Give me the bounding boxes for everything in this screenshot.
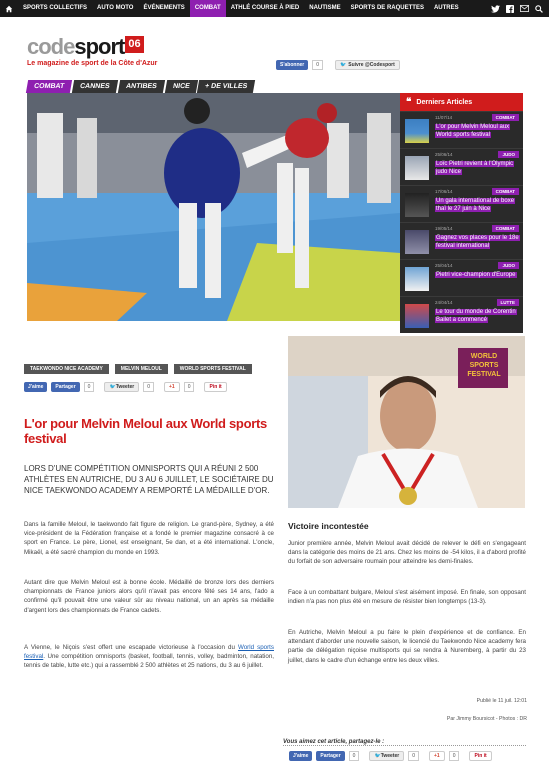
article-category: JUDO [498, 151, 519, 158]
facebook-subscribe-button[interactable] [276, 60, 308, 70]
facebook-follow [276, 60, 323, 70]
article-paragraph-1: Dans la famille Meloul, le taekwondo fait figure de religion. Le grand-père, Sydney, a été vice-président de la Fédération française et a fondé le premier magazine consacré à ce sport en France. Le père, Lionel, est enseignant, 5e dan, et a été international. L'oncle, Mikaël, a été sacré champion du monde en 1993. [24, 521, 274, 556]
sidebar-title: Derniers Articles [416, 98, 473, 106]
subnav-cannes[interactable]: CANNES [72, 80, 118, 93]
facebook-share-button[interactable] [51, 382, 79, 392]
pin-label: Pin it [209, 384, 222, 390]
pin-label: Pin it [474, 753, 487, 759]
article-lead: LORS D'UNE COMPÉTITION OMNISPORTS QUI A RÉUNI 2 500 ATHLÈTES EN AUTRICHE, DU 3 AU 6 JUILLET, LE SOCIÉTAIRE DU NICE TAEKWONDO ACADEMY A REMPORTÉ LA MÉDAILLE D'OR. [24, 464, 274, 495]
paragraph-text: A Vienne, le Niçois s'est offert une escapade victorieuse à l'occasion du [24, 644, 238, 651]
tag-taekwondo-nice-academy[interactable]: TAEKWONDO NICE ACADEMY [24, 364, 109, 374]
nav-athle[interactable]: ATHLÉ COURSE À PIED [230, 5, 300, 11]
facebook-icon[interactable] [506, 5, 514, 13]
article-thumbnail [405, 267, 429, 291]
facebook-subscribe-label: S'abonner [280, 62, 305, 68]
nav-sports-raquettes[interactable]: SPORTS DE RAQUETTES [350, 5, 424, 11]
gplus-button[interactable] [164, 382, 180, 392]
article-thumbnail [405, 156, 429, 180]
facebook-count: 0 [349, 751, 360, 761]
like-label: J'aime [28, 384, 44, 390]
sidebar-article[interactable] [400, 222, 523, 259]
article-paragraph-3 [24, 643, 274, 671]
tweet-count: 0 [408, 751, 419, 761]
home-icon[interactable] [0, 0, 18, 17]
article-paragraph-r3: En Autriche, Melvin Meloul a pu faire le plein d'expérience et de confiance. En attendant d'aborder une nouvelle saison, le licencié du Taekwondo Nice academy fera partie de délégation niçoise multisports qui se rendra à Nuremberg, à partir du 23 juillet, dans le cadre d'un échange entre les deux villes. [288, 629, 526, 664]
article-date: 24/04/14 [435, 300, 453, 305]
tag-melvin-meloul[interactable]: MELVIN MELOUL [115, 364, 168, 374]
facebook-subscribe-count: 0 [312, 60, 323, 70]
pinterest-button[interactable] [204, 382, 226, 392]
article-date: 25/04/14 [435, 263, 453, 268]
latest-articles-sidebar [400, 93, 523, 333]
article-title: Pietri vice-champion d'Europe [436, 272, 516, 278]
nav-sports-collectifs[interactable]: SPORTS COLLECTIFS [23, 5, 88, 11]
sidebar-article[interactable] [400, 259, 523, 296]
tweet-button[interactable] [104, 382, 139, 392]
article-title: L'or pour Melvin Meloul aux World sports festival [436, 124, 510, 138]
twitter-bird-icon: 🐦 [374, 753, 381, 759]
sidebar-article[interactable] [400, 296, 523, 333]
gplus-label: +1 [169, 384, 175, 390]
article-title: Un gala international de boxe thaï le 27 juin à Nice [436, 198, 515, 212]
article-paragraph-r2: Face à un combattant bulgare, Meloul s'est aisément imposé. En finale, son opposant indien n'a pas non plus été en mesure de résister bien longtemps (13-3). [288, 589, 526, 606]
sidebar-header [400, 93, 523, 111]
tweet-label: Tweeter [380, 753, 400, 759]
top-navigation [0, 0, 549, 17]
twitter-bird-icon: 🐦 [340, 62, 347, 68]
facebook-share-button[interactable] [316, 751, 344, 761]
section-navigation [27, 80, 256, 93]
twitter-follow-label: Suivre @Codesport [348, 62, 395, 68]
sidebar-article[interactable] [400, 185, 523, 222]
sidebar-article[interactable] [400, 111, 523, 148]
photo-banner-text: WORLD SPORTS FESTIVAL [467, 353, 501, 378]
article-title: Gagnez vos places pour le 18e festival international [436, 235, 519, 249]
twitter-icon[interactable] [491, 5, 500, 13]
subnav-nice[interactable]: NICE [164, 80, 197, 93]
tag-world-sports-festival[interactable]: WORLD SPORTS FESTIVAL [174, 364, 252, 374]
facebook-like-button[interactable] [24, 382, 47, 392]
article-title: Loïc Pietri revient à l'Olympic judo Nice [436, 161, 514, 175]
article-thumbnail [405, 304, 429, 328]
published-date: Publié le 11 juil. 12:01 [476, 698, 527, 704]
article-tags [24, 364, 252, 374]
mail-icon[interactable] [520, 5, 529, 12]
section-subtitle: Victoire incontestée [288, 521, 369, 531]
gplus-count: 0 [184, 382, 195, 392]
article-date: 17/06/14 [435, 189, 453, 194]
subnav-antibes[interactable]: ANTIBES [118, 80, 165, 93]
article-paragraph-2: Autant dire que Melvin Meloul est à bonne école. Médaillé de bronze lors des derniers championnats de France juniors alors qu'il n'avait pas encore fêté ses 14 ans, l'ado a confirmé qu'il pouvait être une valeur sûr au niveau national, un an après sa médaille d'argent lors des championnats de France cadets. [24, 579, 274, 614]
world-sports-festival-link[interactable]: World sports festival [24, 644, 274, 661]
search-icon[interactable] [535, 5, 543, 13]
tweet-count: 0 [143, 382, 154, 392]
logo-code: code [27, 34, 75, 59]
article-title: Le tour du monde de Corentin Bailet a commencé [436, 309, 516, 323]
share-label: Partager [55, 384, 76, 390]
logo-number: 06 [125, 36, 143, 53]
nav-autres[interactable]: AUTRES [433, 5, 459, 11]
twitter-follow [335, 60, 400, 70]
facebook-like-button[interactable] [289, 751, 312, 761]
gplus-button[interactable] [429, 751, 445, 761]
article-date: 19/05/14 [435, 226, 453, 231]
article-category: JUDO [498, 262, 519, 269]
gplus-label: +1 [434, 753, 440, 759]
tweet-label: Tweeter [115, 384, 135, 390]
article-category: LUTTE [497, 299, 520, 306]
twitter-bird-icon: 🐦 [109, 384, 116, 390]
share-label: Partager [320, 753, 341, 759]
article-category: COMBAT [492, 188, 519, 195]
nav-auto-moto[interactable]: AUTO MOTO [97, 5, 134, 11]
article-title: L'or pour Melvin Meloul aux World sports festival [24, 416, 267, 446]
hero-photo[interactable] [27, 93, 400, 321]
like-label: J'aime [293, 753, 309, 759]
article-photo[interactable] [288, 336, 525, 508]
nav-evenements[interactable]: ÉVÉNEMENTS [143, 5, 185, 11]
article-thumbnail [405, 119, 429, 143]
sidebar-article[interactable] [400, 148, 523, 185]
tweet-button[interactable] [369, 751, 404, 761]
social-links [491, 0, 543, 17]
article-date: 25/06/14 [435, 152, 453, 157]
share-bar-top [24, 382, 227, 392]
article-paragraph-r1: Junior première année, Melvin Meloul avait décidé de relever le défi en s'engageant dans la catégorie des moins de 21 ans. Chez les moins de -54 kilos, il a d'abord profité du forfait de son adversaire roumain pour atteindre les demi-finales. [288, 540, 526, 566]
gplus-count: 0 [449, 751, 460, 761]
logo-sport: sport [74, 34, 125, 59]
subnav-combat[interactable]: COMBAT [26, 80, 72, 93]
byline: Par Jimmy Boursicot - Photos : DR [446, 716, 527, 722]
paragraph-text: . Une compétition omnisports (basket, football, tennis, volley, badminton, natation, tennis de table, lutte etc.) qui a rassemblé 2 500 athlètes et 25 nations, du 3 au 6 juillet. [24, 653, 274, 670]
divider [283, 745, 526, 746]
quote-icon: ❝ [406, 96, 412, 108]
article-thumbnail [405, 230, 429, 254]
article-category: COMBAT [492, 225, 519, 232]
logo-tagline: Le magazine de sport de la Côte d'Azur [27, 60, 158, 67]
article-category: COMBAT [492, 114, 519, 121]
subnav-more-cities[interactable]: + DE VILLES [197, 80, 256, 93]
facebook-count: 0 [84, 382, 95, 392]
pinterest-button[interactable] [469, 751, 491, 761]
article-thumbnail [405, 193, 429, 217]
share-bar-bottom [289, 751, 492, 761]
share-prompt: Vous aimez cet article, partagez-le : [283, 739, 385, 745]
nav-combat[interactable]: COMBAT [190, 0, 226, 17]
article-date: 11/07/14 [435, 115, 453, 120]
twitter-follow-button[interactable] [335, 60, 400, 70]
site-logo[interactable] [27, 36, 187, 76]
nav-nautisme[interactable]: NAUTISME [309, 5, 341, 11]
